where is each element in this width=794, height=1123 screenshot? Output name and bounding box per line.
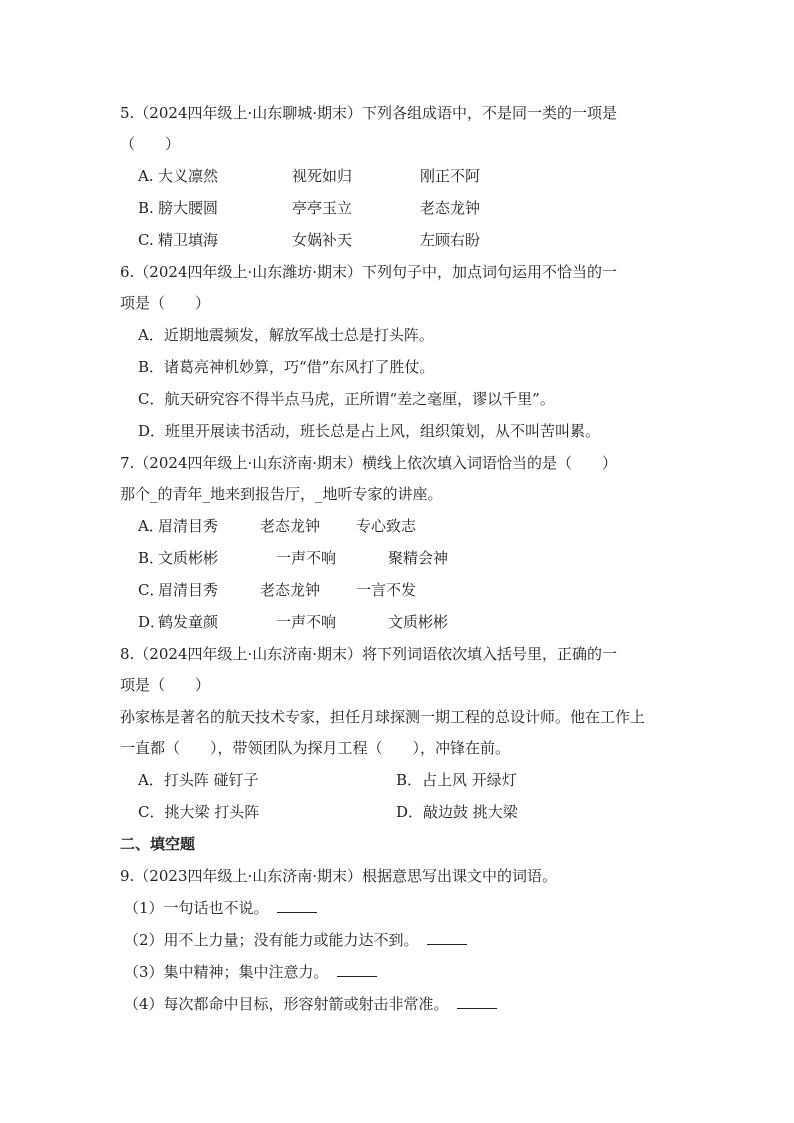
question-7-sentence: 那个_的青年_地来到报告厅，_地听专家的讲座。 <box>120 485 443 503</box>
section-heading: 二、填空题 <box>120 835 196 853</box>
question-5-answer-bracket: （ ） <box>120 135 181 153</box>
option-word: 视死如归 <box>292 167 353 185</box>
option-word: 眉清目秀 <box>158 581 219 599</box>
option-label: C. <box>138 231 154 249</box>
fill-item-1 <box>124 898 317 918</box>
fill-item-text: （3）集中精神；集中注意力。 <box>124 963 329 981</box>
question-6-option-a: A．近期地震频发，解放军战士总是打头阵。 <box>138 326 434 344</box>
answer-blank[interactable] <box>277 898 317 913</box>
option-label: A． <box>138 517 164 535</box>
option-word: 老态龙钟 <box>420 199 481 217</box>
question-8-passage-cont: 一直都（ ），带领团队为探月工程（ ），冲锋在前。 <box>120 739 511 757</box>
question-8-option-a: A．打头阵 碰钉子 <box>138 771 259 789</box>
option-label: D． <box>138 613 166 631</box>
question-8-stem: 8.（2024四年级上·山东济南·期末）将下列词语依次填入括号里，正确的一 <box>120 645 618 663</box>
answer-blank[interactable] <box>427 930 467 945</box>
fill-item-text: （4）每次都命中目标，形容射箭或射击非常准。 <box>124 995 449 1013</box>
option-word: 亭亭玉立 <box>292 199 353 217</box>
option-word: 一声不响 <box>276 549 337 567</box>
question-5-stem: 5.（2024四年级上·山东聊城·期末）下列各组成语中，不是同一类的一项是 <box>120 104 618 122</box>
option-word: 文质彬彬 <box>158 549 219 567</box>
option-word: 一声不响 <box>276 613 337 631</box>
question-9-stem: 9.（2023四年级上·山东济南·期末）根据意思写出课文中的词语。 <box>120 867 558 885</box>
option-word: 一言不发 <box>356 581 417 599</box>
question-7-stem: 7.（2024四年级上·山东济南·期末）横线上依次填入词语恰当的是（ ） <box>120 454 618 472</box>
option-word: 左顾右盼 <box>420 231 481 249</box>
option-label: B． <box>138 549 165 567</box>
question-6-stem-cont: 项是（ ） <box>120 294 211 312</box>
fill-item-text: （2）用不上力量；没有能力或能力达不到。 <box>124 931 419 949</box>
answer-blank[interactable] <box>337 962 377 977</box>
answer-blank[interactable] <box>457 994 497 1009</box>
question-6-stem: 6.（2024四年级上·山东潍坊·期末）下列句子中，加点词句运用不恰当的一 <box>120 263 618 281</box>
question-6-option-d: D．班里开展读书活动，班长总是占上风，组织策划，从不叫苦叫累。 <box>138 422 601 440</box>
question-8-passage: 孙家栋是著名的航天技术专家，担任月球探测一期工程的总设计师。他在工作上 <box>120 708 646 726</box>
option-label: C． <box>138 581 165 599</box>
question-6-option-c: C．航天研究容不得半点马虎，正所谓“差之毫厘，谬以千里”。 <box>138 390 555 408</box>
option-word: 老态龙钟 <box>260 517 321 535</box>
option-word: 女娲补天 <box>292 231 353 249</box>
fill-item-4 <box>124 994 497 1014</box>
question-6-option-b: B．诸葛亮神机妙算，巧“借”东风打了胜仗。 <box>138 358 435 376</box>
option-word: 膀大腰圆 <box>158 199 219 217</box>
option-word: 精卫填海 <box>158 231 219 249</box>
option-word: 鹤发童颜 <box>158 613 219 631</box>
option-word: 大义凛然 <box>158 167 219 185</box>
option-word: 聚精会神 <box>388 549 449 567</box>
fill-item-2 <box>124 930 467 950</box>
question-8-option-c: C．挑大梁 打头阵 <box>138 803 260 821</box>
question-8-option-d: D．敲边鼓 挑大梁 <box>396 803 518 821</box>
option-word: 老态龙钟 <box>260 581 321 599</box>
option-label: B. <box>138 199 154 217</box>
question-8-option-b: B．占上风 开绿灯 <box>396 771 517 789</box>
option-word: 文质彬彬 <box>388 613 449 631</box>
option-word: 专心致志 <box>356 517 417 535</box>
option-word: 眉清目秀 <box>158 517 219 535</box>
fill-item-3 <box>124 962 377 982</box>
question-8-stem-cont: 项是（ ） <box>120 676 211 694</box>
option-label: A. <box>138 167 154 185</box>
fill-item-text: （1）一句话也不说。 <box>124 899 269 917</box>
option-word: 刚正不阿 <box>420 167 481 185</box>
